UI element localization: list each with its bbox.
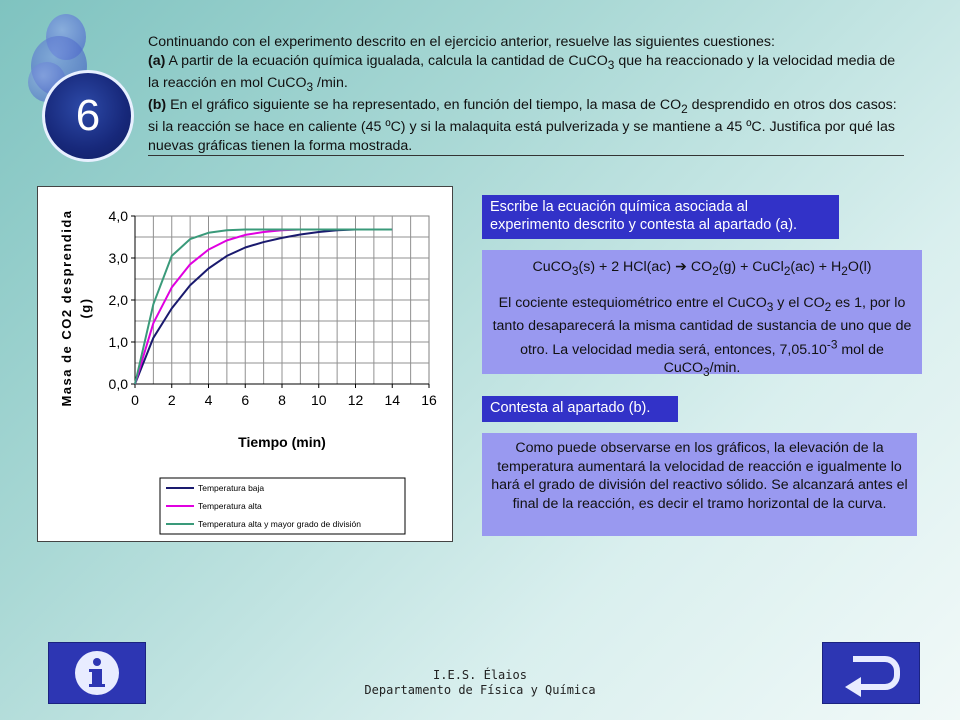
info-icon — [49, 643, 145, 703]
x-tick-label: 0 — [131, 392, 139, 408]
instruction-banner-a: Escribe la ecuación química asociada al experimento descrito y contesta al apartado (a). — [482, 195, 839, 239]
y-axis-label: Masa de CO2 desprendida — [59, 209, 74, 407]
exercise-statement: Continuando con el experimento descrito en el ejercicio anterior, resuelve las siguientes cuestiones: (a) A partir de la ecuación química igualada, calcula la cantidad de CuCO$_3$ que ha reaccionado y la velocidad media de la reacción en mol CuCO$_3$ /min. (b) En el gráfico siguiente se ha representado, en función del tiempo, la masa de $CO_2$ desprendido en otros dos casos: si la reacción se hace en caliente (45 ºC) y si la malaquita está pulverizada y se mantiene a 45 ºC. Justifica por qué las nuevas gráficas tienen la forma mostrada. — [148, 34, 897, 154]
x-tick-label: 14 — [384, 392, 401, 408]
y-tick-label: 0,0 — [108, 376, 128, 392]
x-tick-label: 10 — [310, 392, 327, 408]
department-name: Departamento de Física y Química — [364, 683, 596, 697]
footer — [330, 668, 630, 698]
x-tick-label: 2 — [167, 392, 176, 408]
y-tick-label: 4,0 — [108, 208, 128, 224]
exercise-number: 6 — [42, 70, 134, 162]
info-button[interactable] — [48, 642, 146, 704]
back-button[interactable] — [822, 642, 920, 704]
x-tick-label: 8 — [278, 392, 286, 408]
instruction-banner-b: Contesta al apartado (b). — [482, 396, 678, 422]
arrow-icon: ➔ — [675, 259, 687, 275]
x-tick-label: 16 — [421, 392, 437, 408]
mass-vs-time-chart — [37, 186, 453, 542]
answer-text-a: El cociente estequiométrico entre el CuCO$_3$ y el $CO_2$ es 1, por lo tanto desaparecerá la misma cantidad de sustancia de uno que de otro. La velocidad media será, entonces, $7,05.10^{-3}$ mol de CuCO$_3$/min. — [492, 295, 912, 380]
x-tick-label: 4 — [204, 392, 213, 408]
answer-panel-a — [482, 250, 922, 380]
answer-panel-b: Como puede observarse en los gráficos, la elevación de la temperatura aumentará la velocidad de reacción e igualmente lo hará el grado de división del reactivo sólido. Se alcanzará antes el final de la reacción, es decir el tramo horizontal de la curva. — [482, 433, 917, 536]
chemical-equation: CuCO$_3$(s) + 2 HCl(ac) ➔ $CO_2(g)$ + CuCl$_2$(ac) + $H_2O(l)$ — [532, 259, 872, 278]
legend-label: Temperatura alta — [198, 501, 262, 511]
y-tick-label: 1,0 — [108, 334, 128, 350]
legend-label: Temperatura alta y mayor grado de división — [198, 519, 361, 529]
x-tick-label: 6 — [241, 392, 250, 408]
y-axis-label: (g) — [78, 297, 93, 319]
y-tick-label: 2,0 — [108, 292, 128, 308]
x-tick-label: 12 — [347, 392, 364, 408]
legend-label: Temperatura baja — [198, 483, 265, 493]
chart-canvas — [38, 187, 452, 541]
y-tick-label: 3,0 — [108, 250, 128, 266]
school-name: I.E.S. Élaios — [433, 668, 527, 682]
return-arrow-icon — [823, 643, 919, 703]
divider — [148, 155, 904, 156]
x-axis-label: Tiempo (min) — [238, 434, 326, 450]
